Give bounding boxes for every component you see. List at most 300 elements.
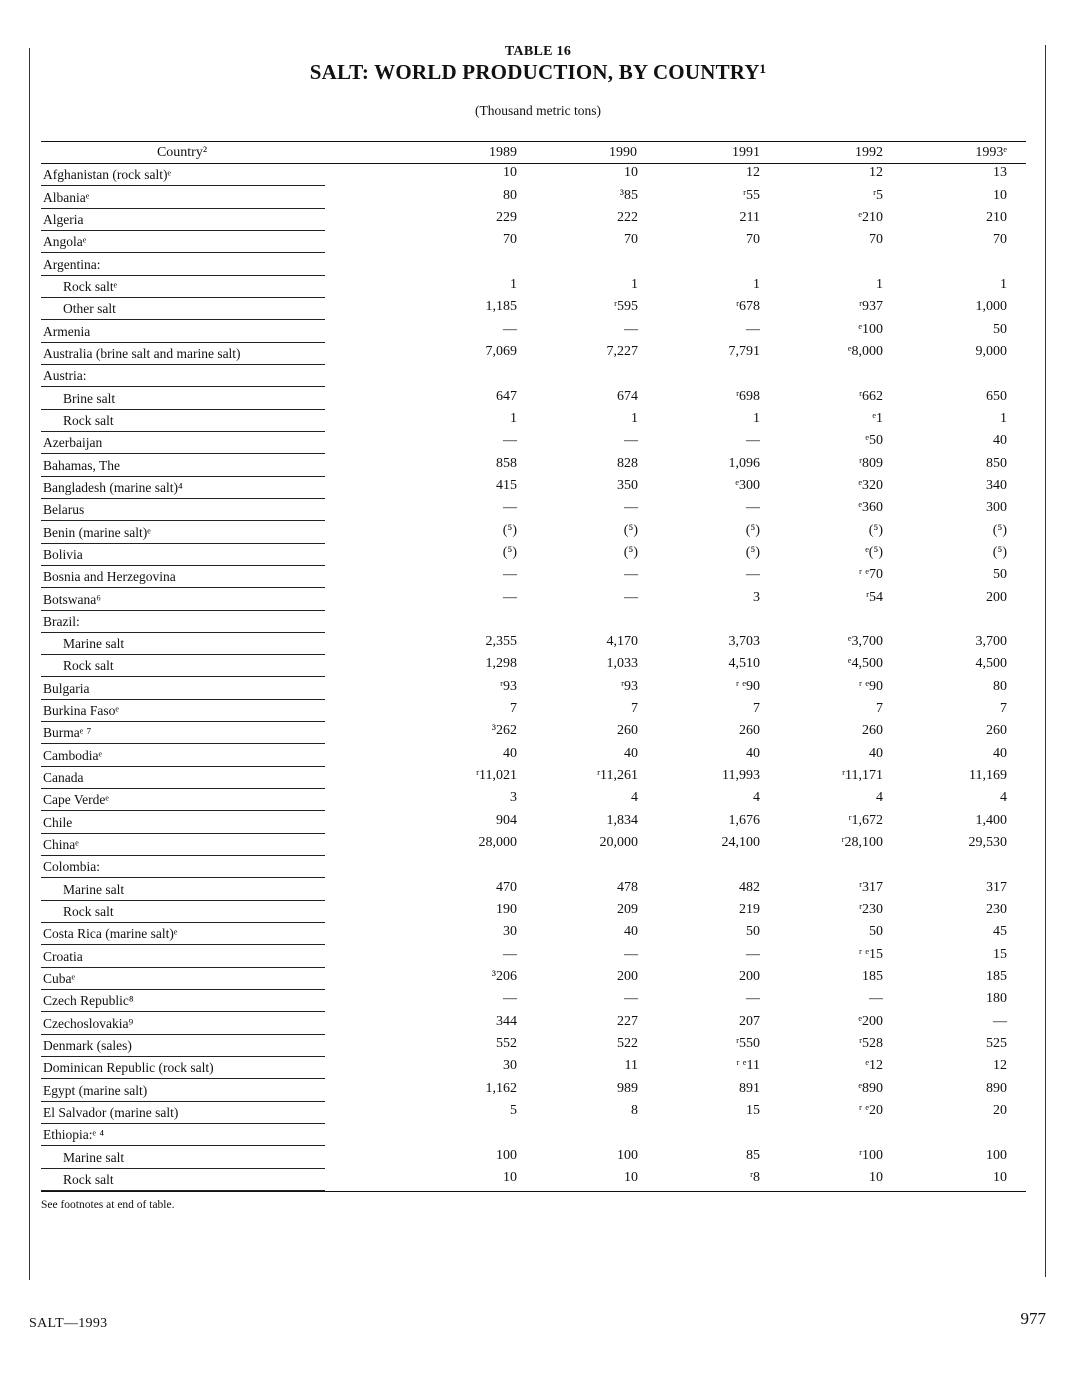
- table-row: [0, 923, 1076, 945]
- table-row: [0, 700, 1076, 722]
- cell-value: ᵉ12: [865, 1058, 883, 1074]
- cell-value: 10: [624, 1169, 638, 1185]
- table-row: [0, 276, 1076, 298]
- cell-value: 989: [617, 1080, 638, 1096]
- cell-value: 1: [510, 410, 517, 426]
- footnote-note: See footnotes at end of table.: [41, 1199, 175, 1211]
- table-row: [0, 410, 1076, 432]
- cell-value: 1: [1000, 276, 1007, 292]
- country-name: Burmaᵉ ⁷: [43, 725, 92, 741]
- cell-value: 70: [869, 232, 883, 248]
- cell-value: 260: [617, 723, 638, 739]
- cell-value: ᵉ890: [858, 1080, 883, 1096]
- cell-value: 12: [993, 1058, 1007, 1074]
- country-name: Rock salt: [63, 1171, 114, 1187]
- cell-value: 219: [739, 902, 760, 918]
- cell-value: 227: [617, 1013, 638, 1029]
- column-header-1991: 1991: [732, 145, 760, 160]
- cell-value: —: [746, 946, 760, 962]
- cell-value: ᵉ100: [858, 321, 883, 337]
- cell-value: 15: [746, 1103, 760, 1118]
- table-title: SALT: WORLD PRODUCTION, BY COUNTRY¹: [309, 60, 767, 84]
- country-name: Czech Republic⁸: [43, 993, 134, 1009]
- cell-value: —: [624, 500, 638, 516]
- cell-value: ᵉ50: [865, 433, 883, 449]
- cell-value: ʳ11,261: [596, 768, 638, 784]
- cell-value: 4,510: [728, 656, 760, 672]
- cell-value: 10: [624, 165, 638, 181]
- country-name: Austria:: [43, 368, 87, 384]
- table-row: [0, 1035, 1076, 1057]
- cell-value: ᵉ8,000: [847, 343, 883, 359]
- cell-value: (⁵): [502, 544, 517, 560]
- cell-value: 200: [617, 969, 638, 985]
- column-header-country: Country²: [156, 145, 208, 160]
- cell-value: 891: [739, 1080, 760, 1096]
- table-row: [0, 454, 1076, 476]
- cell-value: 850: [986, 455, 1007, 471]
- cell-value: ʳ937: [858, 299, 883, 315]
- country-name: Afghanistan (rock salt)ᵉ: [43, 167, 171, 183]
- cell-value: 8: [631, 1103, 638, 1118]
- cell-value: —: [503, 567, 517, 583]
- cell-value: —: [503, 321, 517, 337]
- country-name: Brine salt: [63, 390, 116, 406]
- country-name: Belarus: [43, 502, 85, 518]
- cell-value: —: [624, 946, 638, 962]
- country-name: Cubaᵉ: [43, 971, 75, 987]
- cell-value: ʳ ᵉ15: [858, 946, 883, 962]
- cell-value: ʳ100: [858, 1147, 883, 1163]
- cell-value: 10: [503, 1169, 517, 1185]
- cell-value: —: [624, 433, 638, 449]
- country-name: Rock salt: [63, 412, 114, 428]
- cell-value: 180: [986, 991, 1007, 1007]
- cell-value: 1,162: [485, 1080, 517, 1096]
- cell-value: 482: [739, 879, 760, 895]
- table-bottom-rule: [41, 1191, 1026, 1192]
- country-name: Chinaᵉ: [43, 837, 79, 853]
- cell-value: 100: [986, 1147, 1007, 1163]
- country-name: Argentina:: [43, 256, 101, 272]
- cell-value: ʳ ᵉ70: [858, 567, 883, 583]
- cell-value: 7,227: [606, 343, 638, 359]
- country-name: Albaniaᵉ: [43, 189, 90, 205]
- table-row: [0, 856, 1076, 878]
- country-name: Cambodiaᵉ: [43, 747, 102, 763]
- cell-value: ³85: [619, 187, 638, 203]
- cell-value: ʳ550: [735, 1036, 760, 1052]
- cell-value: —: [869, 991, 883, 1007]
- cell-value: 229: [496, 209, 517, 225]
- cell-value: —: [503, 500, 517, 516]
- table-row: [0, 789, 1076, 811]
- country-name: Algeria: [43, 211, 84, 227]
- cell-value: (⁵): [992, 522, 1007, 538]
- cell-value: 80: [503, 187, 517, 203]
- table-row: [0, 1146, 1076, 1168]
- cell-value: ʳ662: [858, 388, 883, 404]
- cell-value: 3: [510, 790, 517, 806]
- table-row: [0, 655, 1076, 677]
- cell-value: ʳ ᵉ11: [736, 1058, 760, 1074]
- cell-value: 190: [496, 902, 517, 918]
- country-name: Bulgaria: [43, 680, 90, 696]
- cell-value: ᵉ200: [858, 1013, 883, 1029]
- cell-value: 10: [869, 1169, 883, 1185]
- country-name: Bolivia: [43, 546, 83, 562]
- cell-value: ʳ11,021: [475, 768, 517, 784]
- cell-value: 209: [617, 902, 638, 918]
- table-row: [0, 678, 1076, 700]
- table-row: [0, 231, 1076, 253]
- table-row: [0, 1057, 1076, 1079]
- table-row: [0, 253, 1076, 275]
- table-row: [0, 544, 1076, 566]
- cell-value: 70: [993, 232, 1007, 248]
- cell-value: 222: [617, 209, 638, 225]
- cell-value: 40: [993, 433, 1007, 449]
- country-name: Czechoslovakia⁹: [43, 1015, 134, 1031]
- country-name: Costa Rica (marine salt)ᵉ: [43, 926, 178, 942]
- cell-value: 10: [993, 1169, 1007, 1185]
- table-row: [0, 834, 1076, 856]
- country-name: Egypt (marine salt): [43, 1082, 148, 1098]
- cell-value: 11,169: [969, 768, 1007, 784]
- cell-value: 45: [993, 924, 1007, 940]
- cell-value: (⁵): [745, 544, 760, 560]
- cell-value: ᵉ320: [858, 477, 883, 493]
- country-name: El Salvador (marine salt): [43, 1105, 179, 1120]
- cell-value: 260: [986, 723, 1007, 739]
- cell-value: 650: [986, 388, 1007, 404]
- cell-value: 344: [496, 1013, 517, 1029]
- cell-value: (⁵): [745, 522, 760, 538]
- cell-value: 3,703: [728, 634, 760, 650]
- column-header-1993: 1993ᵉ: [975, 145, 1007, 160]
- cell-value: 7: [1000, 701, 1007, 717]
- country-name: Armenia: [43, 323, 91, 339]
- table-row: [0, 499, 1076, 521]
- column-header-1990: 1990: [609, 145, 637, 160]
- cell-value: —: [746, 433, 760, 449]
- cell-value: 12: [746, 165, 760, 181]
- table-row: [0, 320, 1076, 342]
- country-name: Angolaᵉ: [43, 234, 87, 250]
- cell-value: 3: [753, 589, 760, 605]
- cell-value: 478: [617, 879, 638, 895]
- cell-value: 30: [503, 924, 517, 940]
- cell-value: 1: [753, 276, 760, 292]
- country-name: Marine salt: [63, 881, 125, 897]
- country-name: Rock salt: [63, 658, 114, 674]
- cell-value: 470: [496, 879, 517, 895]
- cell-value: ³262: [491, 723, 517, 739]
- table-row: [0, 633, 1076, 655]
- cell-value: 210: [986, 209, 1007, 225]
- country-name: Azerbaijan: [43, 435, 103, 451]
- cell-value: 4,170: [606, 634, 638, 650]
- table-top-rule: [41, 141, 1026, 142]
- cell-value: 13: [993, 165, 1007, 181]
- country-name: Marine salt: [63, 636, 125, 652]
- cell-value: (⁵): [868, 522, 883, 538]
- cell-value: 1,676: [728, 812, 760, 828]
- cell-value: (⁵): [992, 544, 1007, 560]
- cell-value: 30: [503, 1058, 517, 1074]
- cell-value: (⁵): [623, 522, 638, 538]
- table-row: [0, 566, 1076, 588]
- table-row: [0, 1012, 1076, 1034]
- cell-value: 3,700: [975, 634, 1007, 650]
- cell-value: 7,069: [485, 343, 517, 359]
- cell-value: 7,791: [728, 343, 760, 359]
- cell-value: 10: [993, 187, 1007, 203]
- cell-value: ʳ54: [865, 589, 883, 605]
- country-name: Ethiopia:ᵉ ⁴: [43, 1127, 105, 1143]
- table-row: [0, 878, 1076, 900]
- cell-value: 10: [503, 165, 517, 181]
- cell-value: —: [624, 567, 638, 583]
- cell-value: (⁵): [623, 544, 638, 560]
- table-row: [0, 588, 1076, 610]
- table-number: TABLE 16: [504, 44, 572, 59]
- table-row: [0, 343, 1076, 365]
- cell-value: ʳ678: [735, 299, 760, 315]
- table-row: [0, 365, 1076, 387]
- cell-value: 340: [986, 477, 1007, 493]
- cell-value: 350: [617, 477, 638, 493]
- cell-value: (⁵): [502, 522, 517, 538]
- table-row: [0, 945, 1076, 967]
- cell-value: 9,000: [975, 343, 1007, 359]
- cell-value: 1,185: [485, 299, 517, 315]
- cell-value: 50: [869, 924, 883, 940]
- column-header-1992: 1992: [855, 145, 883, 160]
- cell-value: 7: [876, 701, 883, 717]
- cell-value: ʳ ᵉ90: [858, 678, 883, 694]
- cell-value: 70: [503, 232, 517, 248]
- cell-value: 4: [753, 790, 760, 806]
- cell-value: 4: [876, 790, 883, 806]
- table-row: [0, 477, 1076, 499]
- units-caption: (Thousand metric tons): [475, 103, 601, 118]
- cell-value: 858: [496, 455, 517, 471]
- cell-value: 7: [510, 701, 517, 717]
- cell-value: 12: [869, 165, 883, 181]
- cell-value: 40: [503, 745, 517, 761]
- country-name: Croatia: [43, 948, 83, 964]
- country-name: Other salt: [63, 301, 116, 317]
- cell-value: 904: [496, 812, 517, 828]
- table-row: [0, 209, 1076, 231]
- table-row: [0, 744, 1076, 766]
- cell-value: 70: [624, 232, 638, 248]
- cell-value: 828: [617, 455, 638, 471]
- cell-value: —: [746, 567, 760, 583]
- cell-value: 317: [986, 879, 1007, 895]
- cell-value: ʳ809: [858, 455, 883, 471]
- cell-value: 207: [739, 1013, 760, 1029]
- cell-value: 211: [739, 209, 760, 225]
- cell-value: 260: [862, 723, 883, 739]
- cell-value: 80: [993, 678, 1007, 694]
- country-name: Brazil:: [43, 613, 80, 629]
- cell-value: —: [503, 991, 517, 1007]
- cell-value: ᵉ360: [858, 500, 883, 516]
- cell-value: ʳ698: [735, 388, 760, 404]
- cell-value: 100: [617, 1147, 638, 1163]
- cell-value: ʳ ᵉ20: [858, 1103, 883, 1118]
- cell-value: 50: [746, 924, 760, 940]
- cell-value: ʳ ᵉ90: [735, 678, 760, 694]
- cell-value: ³206: [491, 969, 517, 985]
- table-row: [0, 164, 1076, 186]
- country-name: Rock saltᵉ: [63, 278, 118, 294]
- table-row: [0, 387, 1076, 409]
- cell-value: 11,993: [722, 768, 760, 784]
- cell-value: 40: [993, 745, 1007, 761]
- country-name: Rock salt: [63, 904, 114, 920]
- cell-value: 20: [993, 1103, 1007, 1118]
- country-name: Bahamas, The: [43, 457, 120, 473]
- table-row: [0, 611, 1076, 633]
- cell-value: 28,000: [478, 835, 517, 851]
- country-name: Canada: [43, 770, 84, 786]
- cell-value: ʳ528: [858, 1036, 883, 1052]
- country-name: Botswana⁶: [43, 591, 101, 607]
- country-name: Colombia:: [43, 859, 100, 875]
- table-row: [0, 1169, 1076, 1191]
- table-row: [0, 521, 1076, 543]
- cell-value: 525: [986, 1036, 1007, 1052]
- table-row: [0, 901, 1076, 923]
- country-name: Australia (brine salt and marine salt): [43, 345, 241, 361]
- column-header-1989: 1989: [489, 145, 517, 160]
- cell-value: ʳ230: [858, 902, 883, 918]
- cell-value: 40: [624, 745, 638, 761]
- cell-value: 1: [876, 276, 883, 292]
- cell-value: —: [746, 321, 760, 337]
- cell-value: ʳ595: [613, 299, 638, 315]
- cell-value: 1: [753, 410, 760, 426]
- cell-value: 1: [631, 410, 638, 426]
- cell-value: 647: [496, 388, 517, 404]
- cell-value: 24,100: [721, 835, 760, 851]
- country-name: Denmark (sales): [43, 1038, 132, 1054]
- cell-value: ʳ317: [858, 879, 883, 895]
- cell-value: 15: [993, 946, 1007, 962]
- cell-value: 29,530: [968, 835, 1007, 851]
- cell-value: 1,096: [728, 455, 760, 471]
- cell-value: 200: [739, 969, 760, 985]
- cell-value: ᵉ4,500: [847, 656, 883, 672]
- cell-value: 1,033: [606, 656, 638, 672]
- cell-value: 50: [993, 567, 1007, 583]
- cell-value: 40: [869, 745, 883, 761]
- cell-value: 40: [746, 745, 760, 761]
- cell-value: ʳ8: [749, 1169, 760, 1185]
- cell-value: 230: [986, 902, 1007, 918]
- cell-value: —: [503, 589, 517, 605]
- country-name: Cape Verdeᵉ: [43, 792, 109, 808]
- cell-value: 300: [986, 500, 1007, 516]
- cell-value: 4: [631, 790, 638, 806]
- cell-value: 50: [993, 321, 1007, 337]
- cell-value: 20,000: [599, 835, 638, 851]
- country-name: Benin (marine salt)ᵉ: [43, 524, 151, 540]
- cell-value: ʳ93: [620, 678, 638, 694]
- table-row: [0, 990, 1076, 1012]
- table-row: [0, 1079, 1076, 1101]
- cell-value: 1: [1000, 410, 1007, 426]
- country-name: Chile: [43, 814, 73, 830]
- table-row: [0, 767, 1076, 789]
- cell-value: 100: [496, 1147, 517, 1163]
- cell-value: —: [503, 433, 517, 449]
- cell-value: 40: [624, 924, 638, 940]
- cell-value: ʳ5: [872, 187, 883, 203]
- cell-value: ʳ1,672: [848, 812, 883, 828]
- page-footer-label: SALT—1993: [29, 1316, 108, 1331]
- cell-value: 1: [510, 276, 517, 292]
- table-row: [0, 968, 1076, 990]
- cell-value: ʳ55: [742, 187, 760, 203]
- cell-value: 5: [510, 1103, 517, 1118]
- country-name: Bangladesh (marine salt)⁴: [43, 479, 183, 495]
- cell-value: 4: [1000, 790, 1007, 806]
- cell-value: 185: [862, 969, 883, 985]
- cell-value: ᵉ300: [735, 477, 760, 493]
- cell-value: 1,298: [485, 656, 517, 672]
- cell-value: —: [624, 991, 638, 1007]
- cell-value: 522: [617, 1036, 638, 1052]
- cell-value: 1,834: [606, 812, 638, 828]
- cell-value: 260: [739, 723, 760, 739]
- cell-value: 415: [496, 477, 517, 493]
- cell-value: —: [503, 946, 517, 962]
- cell-value: 85: [746, 1147, 760, 1163]
- cell-value: 11: [624, 1058, 638, 1074]
- cell-value: 7: [753, 701, 760, 717]
- cell-value: 4,500: [975, 656, 1007, 672]
- country-name: Burkina Fasoᵉ: [43, 703, 119, 719]
- cell-value: —: [993, 1013, 1007, 1029]
- cell-value: 2,355: [485, 634, 517, 650]
- cell-value: 1,000: [975, 299, 1007, 315]
- cell-value: 1: [631, 276, 638, 292]
- cell-value: ᵉ3,700: [847, 634, 883, 650]
- table-row: [0, 298, 1076, 320]
- cell-value: ʳ11,171: [841, 768, 883, 784]
- table-row: [0, 811, 1076, 833]
- table-row: [0, 432, 1076, 454]
- cell-value: ᵉ1: [872, 410, 883, 426]
- country-name: Dominican Republic (rock salt): [43, 1060, 214, 1076]
- cell-value: —: [624, 321, 638, 337]
- table-row: [0, 186, 1076, 208]
- cell-value: —: [746, 500, 760, 516]
- cell-value: —: [624, 589, 638, 605]
- cell-value: —: [746, 991, 760, 1007]
- cell-value: ʳ93: [499, 678, 517, 694]
- cell-value: 1,400: [975, 812, 1007, 828]
- table-row: [0, 1124, 1076, 1146]
- country-name: Bosnia and Herzegovina: [43, 569, 176, 585]
- table-row: [0, 722, 1076, 744]
- table-row: [0, 1102, 1076, 1124]
- cell-value: ʳ28,100: [841, 835, 883, 851]
